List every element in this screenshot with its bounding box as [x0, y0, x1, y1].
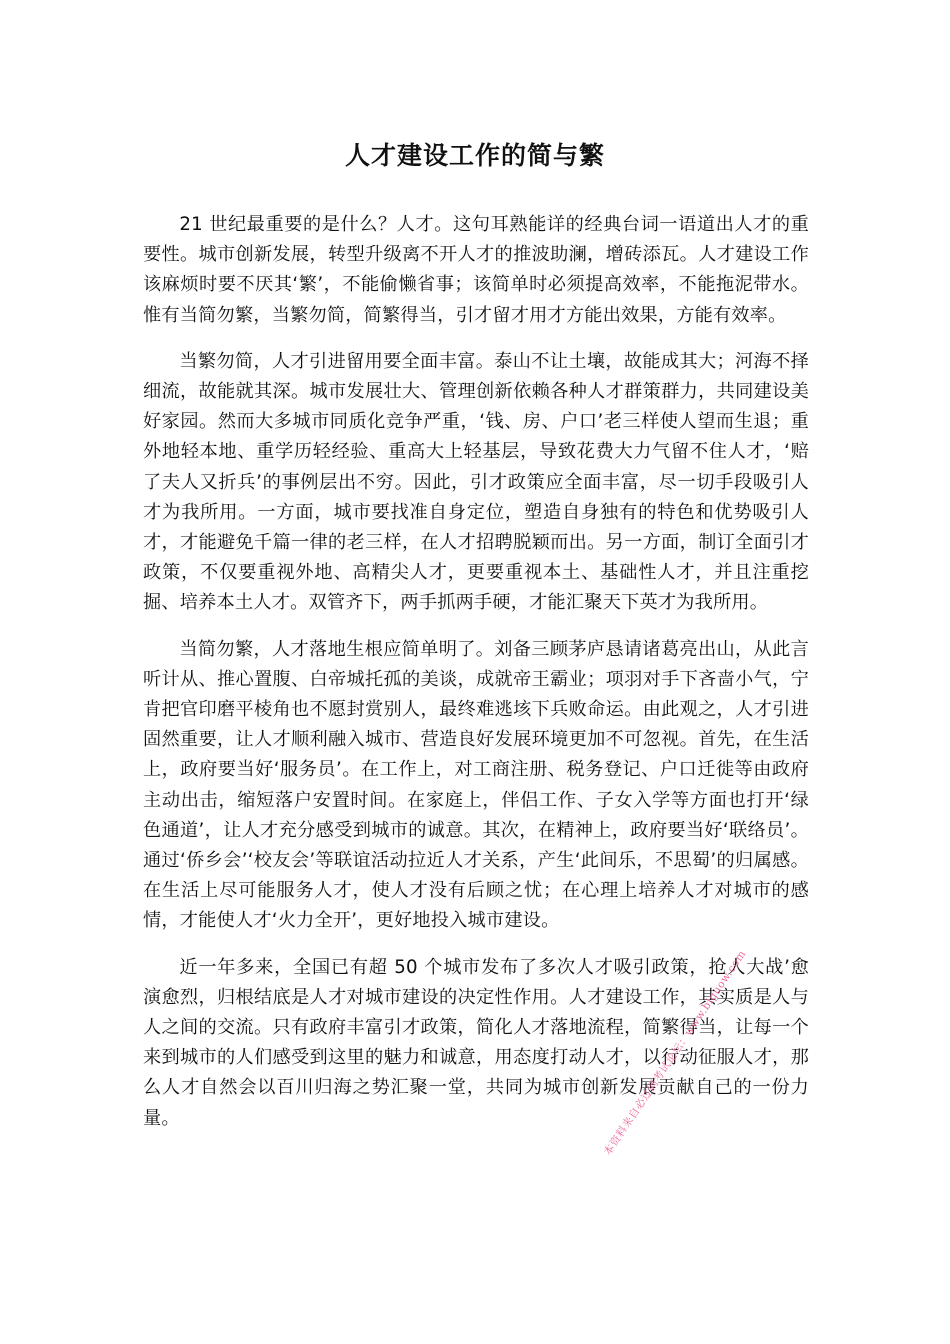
paragraph-3: 当简勿繁，人才落地生根应简单明了。刘备三顾茅庐恳请诸葛亮出山，从此言听计从、推心置腹、白帝城托孤的美谈，成就帝王霸业；项羽对手下吝啬小气，宁肯把官印磨平棱角也不愿封赏别人，最终难逃垓下兵败命运。由此观之，人才引进固然重要，让人才顺利融入城市、营造良好发展环境更加不可忽视。首先，在生活上，政府要当好‘服务员’。在工作上，对工商注册、税务登记、户口迁徙等由政府主动出击，缩短落户安置时间。在家庭上，伴侣工作、子女入学等方面也打开‘绿色通道’，让人才充分感受到城市的诚意。其次，在精神上，政府要当好‘联络员’。通过‘侨乡会’‘校友会’等联谊活动拉近人才关系，产生‘此间乐，不思蜀’的归属感。在生活上尽可能服务人才，使人才没有后顾之忧；在心理上培养人才对城市的感情，才能使人才‘火力全开’，更好地投入城市建设。 [143, 638, 809, 932]
paragraph-4: 近一年多来，全国已有超 50 个城市发布了多次人才吸引政策，抢人大战’愈演愈烈，归根结底是人才对城市建设的决定性作用。人才建设工作，其实质是人与人之间的交流。只有政府丰富引才政策，简化人才落地流程，简繁得当，让每一个来到城市的人们感受到这里的魅力和诚意，用态度打动人才，以行动征服人才，那么人才自然会以百川归海之势汇聚一堂，共同为城市创新发展贡献自己的一份力量。 [143, 956, 809, 1129]
watermark-text: 本资料来自必过网考试论坛：www.biguow.com [601, 948, 749, 1158]
document-title: 人才建设工作的简与繁 [344, 141, 605, 170]
paragraph-1: 21 世纪最重要的是什么？人才。这句耳熟能详的经典台词一语道出人才的重要性。城市创新发展，转型升级离不开人才的推波助澜，增砖添瓦。人才建设工作该麻烦时要不厌其‘繁’，不能偷懒省事；该简单时必须提高效率，不能拖泥带水。惟有当简勿繁，当繁勿简，简繁得当，引才留才用才方能出效果，方能有效率。 [143, 214, 809, 326]
paragraph-2: 当繁勿简，人才引进留用要全面丰富。泰山不让土壤，故能成其大；河海不择细流，故能就其深。城市发展壮大、管理创新依赖各种人才群策群力，共同建设美好家园。然而大多城市同质化竞争严重，‘钱、房、户口’老三样使人望而生退；重外地轻本地、重学历轻经验、重高大上轻基层，导致花费大力气留不住人才，‘赔了夫人又折兵’的事例层出不穷。因此，引才政策应全面丰富，尽一切手段吸引人才为我所用。一方面，城市要找准自身定位，塑造自身独有的特色和优势吸引人才，才能避免千篇一律的老三样，在人才招聘脱颖而出。另一方面，制订全面引才政策，不仅要重视外地、高精尖人才，更要重视本土、基础性人才，并且注重挖掘、培养本土人才。双管齐下，两手抓两手硬，才能汇聚天下英才为我所用。 [143, 350, 809, 614]
